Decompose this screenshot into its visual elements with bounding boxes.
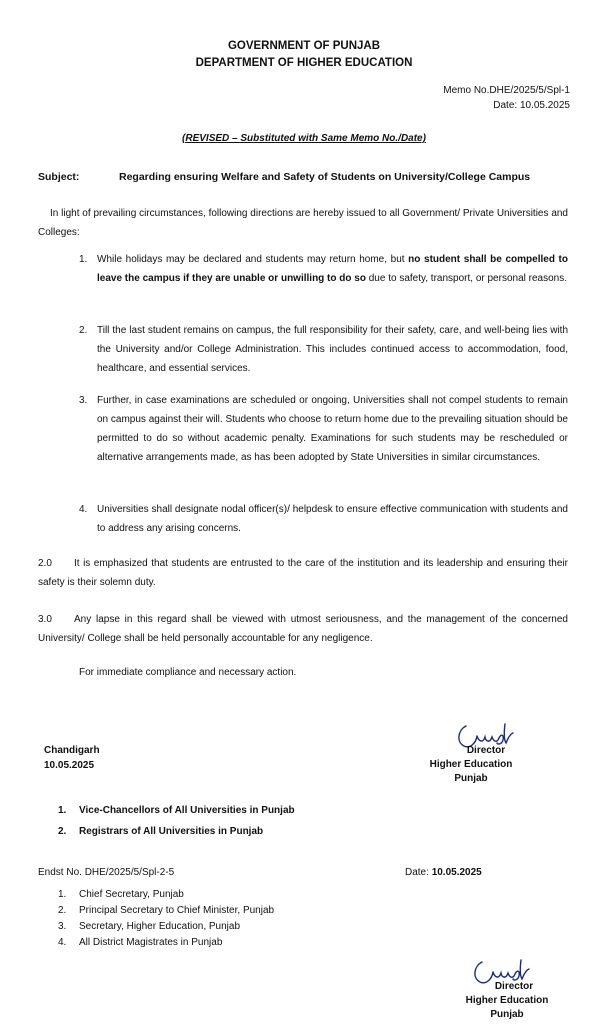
subject-label: Subject: [38,171,80,183]
copy-number: 2. [58,905,67,916]
paragraph-2-number: 2.0 [38,558,52,569]
copy-number: 3. [58,921,67,932]
paragraph-3 [38,610,568,648]
addressee-item: Vice-Chancellors of All Universities in Punjab [79,805,295,816]
copy-item: Principal Secretary to Chief Minister, Punjab [79,905,275,916]
copy-list-numbers [58,887,66,951]
direction-number: 3. [79,395,88,406]
direction-item: Universities shall designate nodal officer(s)/ helpdesk to ensure effective communication with students and to address any arising concerns. [97,504,568,534]
direction-text-end: due to safety, transport, or personal reasons. [365,273,567,284]
addressee-number: 1. [58,805,67,816]
direction-number: 4. [79,504,88,515]
addressee-number: 2. [58,826,67,837]
memo-block [443,85,570,112]
header-department: DEPARTMENT OF HIGHER EDUCATION [195,57,413,69]
signature-2-dept: Higher Education [465,995,549,1006]
signature-block-1 [408,744,534,786]
memo-number: Memo No.DHE/2025/5/Spl-1 [443,85,570,96]
place-date: 10.05.2025 [44,760,95,771]
place-block [44,743,100,773]
copy-item: Secretary, Higher Education, Punjab [79,921,241,932]
direction-item: Till the last student remains on campus, the full responsibility for their safety, care, and well-being lies with the University and/or College Administration. This includes continued access to accommodation, food, healthcare, and essential services. [97,325,568,374]
signature-1-dept: Higher Education [429,759,513,770]
signature-2-title: Director [494,981,534,992]
endst-date [405,867,482,880]
direction-bold-text: no student shall be compelled to leave the campus if they are unable or unwilling to do so [97,254,568,284]
intro-paragraph: In light of prevailing circumstances, following directions are hereby issued to all Government/ Private Universities and Colleges: [38,208,568,238]
compliance-line: For immediate compliance and necessary action. [79,667,297,678]
copy-number: 4. [58,937,67,948]
direction-text: While holidays may be declared and students may return home, but [97,254,409,265]
endst-date-value: 10.05.2025 [431,867,482,878]
direction-item [97,250,568,288]
direction-number: 1. [79,254,88,265]
signature-block-2 [444,980,570,1022]
copy-number: 1. [58,889,67,900]
paragraph-2 [38,554,568,592]
paragraph-3-number: 3.0 [38,614,52,625]
copy-list [79,887,274,951]
direction-item: Further, in case examinations are scheduled or ongoing, Universities shall not compel students to remain on campus against their will. Students who choose to return home due to the prevailing situation should be permitted to do so without academic penalty. Examinations for such students may be rescheduled or alternative arrangements made, as has been adopted by State Universities in similar circumstances. [97,395,568,463]
addressee-item: Registrars of All Universities in Punjab [79,826,264,837]
endst-date-label: Date: [405,867,432,878]
paragraph-2-text: It is emphasized that students are entrusted to the care of the institution and its leadership and ensuring their safety is their solemn duty. [38,558,568,588]
endst-number: Endst No. DHE/2025/5/Spl-2-5 [38,867,175,878]
copy-item: All District Magistrates in Punjab [79,937,223,948]
subject-text: Regarding ensuring Welfare and Safety of Students on University/College Campus [119,171,531,183]
header-government: GOVERNMENT OF PUNJAB [227,40,381,52]
revised-note: (REVISED – Substituted with Same Memo No./Date) [182,133,426,144]
signature-2-state: Punjab [490,1009,524,1020]
signature-1-title: Director [466,745,506,756]
memo-date: Date: 10.05.2025 [493,99,570,111]
signature-1-state: Punjab [454,773,488,784]
paragraph-3-text: Any lapse in this regard shall be viewed with utmost seriousness, and the management of the concerned University/ College shall be held personally accountable for any negligence. [38,614,568,644]
place-name: Chandigarh [44,745,100,756]
direction-number: 2. [79,325,88,336]
copy-item: Chief Secretary, Punjab [79,889,184,900]
